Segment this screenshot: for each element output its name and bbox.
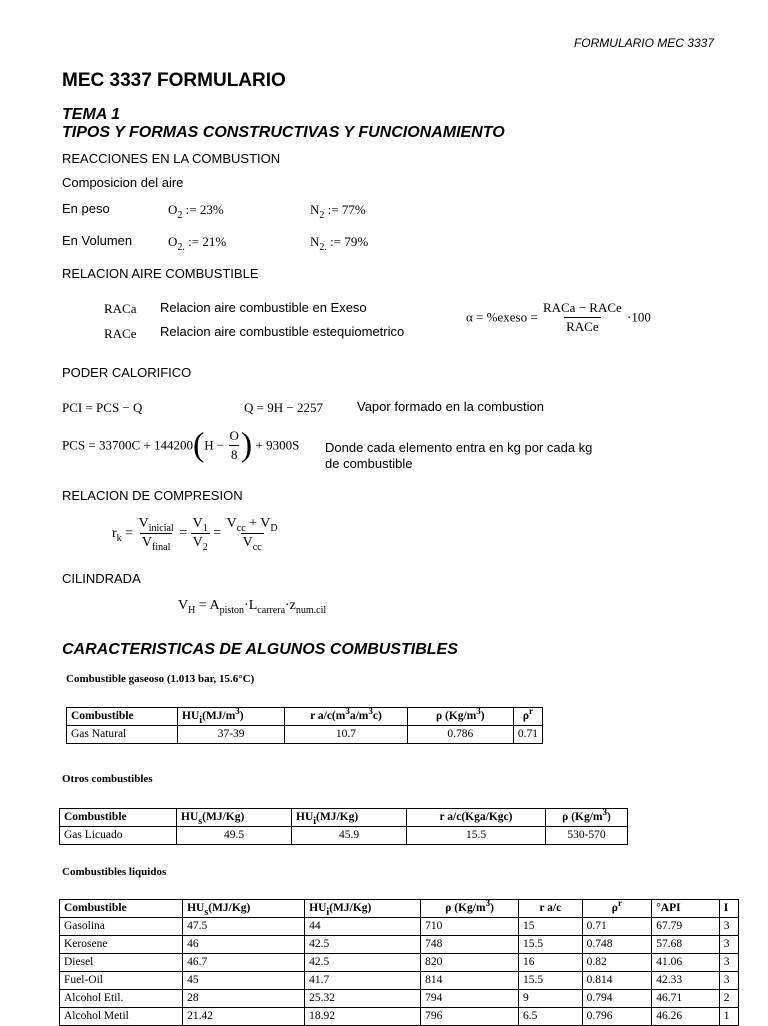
table-cell: 21.42 xyxy=(183,1008,305,1026)
table-header: HUs(MJ/Kg) xyxy=(183,900,305,918)
displacement-heading: CILINDRADA xyxy=(62,571,141,586)
table-cell: 37-39 xyxy=(178,726,285,744)
pcs-formula: PCS = 33700C + 144200(H − $\frac{O}{8}$ ) + 9300S xyxy=(62,426,300,464)
displacement-formula: $V_H = A_{piston}\cdot L_{carrera}\cdot z_{num.cil}$ xyxy=(178,598,327,616)
pcs-note-line-1: Donde cada elemento entra en kg por cada kg xyxy=(325,440,593,455)
table-cell: 15.5 xyxy=(407,827,546,845)
piston-sub: piston xyxy=(219,605,245,616)
excess-air-formula: α = %exeso = $\frac{\text{RACa − RACe}}{\text{RACe}}$ ·100 xyxy=(466,300,651,334)
table-cell: 18.92 xyxy=(305,1008,421,1026)
table-cell: 0.82 xyxy=(582,954,652,972)
o2-volume-value: 21% xyxy=(202,234,227,249)
table-cell: 46.26 xyxy=(652,1008,720,1026)
n2-volume-formula: $N_{2.}$ := 79% xyxy=(310,234,369,253)
table-header: $HUi(MJ/m^3)$ xyxy=(178,708,285,726)
table-cell: Alcohol Etil. xyxy=(60,990,183,1008)
table-header: I xyxy=(719,900,738,918)
liquid-fuels-table xyxy=(59,899,739,1026)
table-header: ρ $(Kg/m^3)$ xyxy=(421,900,519,918)
table-header: r a/c xyxy=(519,900,583,918)
table-cell: 15.5 xyxy=(519,936,583,954)
table-row xyxy=(60,827,628,845)
table-header: $\rho^r$ xyxy=(582,900,652,918)
table-cell: 47.5 xyxy=(183,918,305,936)
table-cell: 710 xyxy=(421,918,519,936)
tema-title: TIPOS Y FORMAS CONSTRUCTIVAS Y FUNCIONAMIENTO xyxy=(62,124,505,141)
table-cell: 25.32 xyxy=(305,990,421,1008)
table-header: Combustible xyxy=(60,900,183,918)
document-title: MEC 3337 FORMULARIO xyxy=(62,70,286,91)
table-row xyxy=(60,972,739,990)
table-cell: 44 xyxy=(305,918,421,936)
ratio-heading: RELACION AIRE COMBUSTIBLE xyxy=(62,266,259,281)
table-row xyxy=(60,936,739,954)
table-cell: 0.796 xyxy=(582,1008,652,1026)
table-row xyxy=(67,726,543,744)
other-fuels-table xyxy=(59,808,628,845)
excess-numerator: RACa − RACe xyxy=(542,300,622,315)
o2-volume-formula: $O_{2.}$ := 21% xyxy=(168,234,227,253)
n2-weight-formula: $N_2$ := 77% xyxy=(310,202,366,221)
table-cell: 3 xyxy=(719,972,738,990)
air-composition-label: Composicion del aire xyxy=(62,175,184,190)
table-cell: 3 xyxy=(719,918,738,936)
table-cell: 748 xyxy=(421,936,519,954)
v-final-sub: final xyxy=(152,542,171,553)
table-header: °API xyxy=(652,900,720,918)
table-cell: 530-570 xyxy=(546,827,628,845)
table-cell: 9 xyxy=(519,990,583,1008)
table-cell: Kerosene xyxy=(60,936,183,954)
table-cell: 28 xyxy=(183,990,305,1008)
table-cell: 3 xyxy=(719,936,738,954)
table-cell: 49.5 xyxy=(177,827,292,845)
carrera-sub: carrera xyxy=(257,605,286,616)
vcc-num-sub: cc xyxy=(236,523,246,534)
vh-sub: H xyxy=(188,605,196,616)
by-volume-label: En Volumen xyxy=(62,233,133,248)
table-cell: 16 xyxy=(519,954,583,972)
v2-sub: 2 xyxy=(202,542,208,553)
table-cell: 0.814 xyxy=(582,972,652,990)
combustion-heading: REACCIONES EN LA COMBUSTION xyxy=(62,151,281,166)
pci-formula: PCI = PCS − Q xyxy=(62,400,143,415)
q-note: Vapor formado en la combustion xyxy=(357,399,544,414)
table-row xyxy=(60,954,739,972)
gas-fuel-table xyxy=(66,707,543,744)
table-cell: 41.7 xyxy=(305,972,421,990)
table-header: HUi(MJ/Kg) xyxy=(292,809,407,827)
rk-symbol: r xyxy=(112,525,117,541)
table-row xyxy=(60,1008,739,1026)
tema-number: TEMA 1 xyxy=(62,106,121,123)
fuels-section-title: CARACTERISTICAS DE ALGUNOS COMBUSTIBLES xyxy=(62,641,458,658)
table-cell: 794 xyxy=(421,990,519,1008)
q-formula: Q = 9H − 2257 xyxy=(244,400,323,415)
race-description: Relacion aire combustible estequiometrico xyxy=(160,324,405,339)
table-header-row xyxy=(67,708,543,726)
table-cell: Alcohol Metil xyxy=(60,1008,183,1026)
table-cell: 45 xyxy=(183,972,305,990)
liquid-fuels-caption: Combustibles liquidos xyxy=(62,866,167,878)
table-header: HUi(MJ/Kg) xyxy=(305,900,421,918)
table-cell: Gasolina xyxy=(60,918,183,936)
table-cell: 46.71 xyxy=(652,990,720,1008)
table-cell: 0.786 xyxy=(407,726,513,744)
compression-heading: RELACION DE COMPRESION xyxy=(62,488,243,503)
excess-denominator: RACe xyxy=(566,319,599,334)
table-header-row xyxy=(60,900,739,918)
table-cell: 0.748 xyxy=(582,936,652,954)
table-header: HUs(MJ/Kg) xyxy=(177,809,292,827)
table-header: r $a/c(m^3a/m^3c)$ xyxy=(285,708,408,726)
table-cell: 820 xyxy=(421,954,519,972)
table-cell: Diesel xyxy=(60,954,183,972)
table-cell: 46.7 xyxy=(183,954,305,972)
table-cell: 45.9 xyxy=(292,827,407,845)
table-cell: Gas Natural xyxy=(67,726,178,744)
running-header: FORMULARIO MEC 3337 xyxy=(573,36,714,50)
table-cell: 46 xyxy=(183,936,305,954)
excess-label: %exeso xyxy=(486,309,528,325)
table-cell: 41.06 xyxy=(652,954,720,972)
table-header: ρ $(Kg/m^3)$ xyxy=(407,708,513,726)
table-cell: 15 xyxy=(519,918,583,936)
gas-fuel-caption: Combustible gaseoso (1.013 bar, 15.6°C) xyxy=(66,673,255,685)
table-cell: 1 xyxy=(719,1008,738,1026)
n2-weight-value: 77% xyxy=(341,202,366,217)
table-header-row xyxy=(60,809,628,827)
liquid-fuels-body xyxy=(60,918,739,1026)
table-cell: Gas Licuado xyxy=(60,827,177,845)
table-cell: 42.33 xyxy=(652,972,720,990)
table-header: Combustible xyxy=(60,809,177,827)
liquid-fuels-table-viewport xyxy=(59,898,730,1024)
table-cell: 814 xyxy=(421,972,519,990)
table-header: $\rho^r$ xyxy=(513,708,542,726)
table-cell: 3 xyxy=(719,954,738,972)
pcs-prefix: PCS = 33700C + 144200 xyxy=(62,437,193,453)
compression-formula: $r_k$ = $\frac{V_{inicial}}{V_{final}}$ = $\frac{V_1}{V_2}$ = $\frac{V_{cc} + V_D}{V_{cc}}$ xyxy=(112,516,278,553)
calorific-heading: PODER CALORIFICO xyxy=(62,365,192,380)
table-cell: 0.71 xyxy=(582,918,652,936)
pcs-note-line-2: de combustible xyxy=(325,456,413,471)
table-row xyxy=(60,918,739,936)
n2-volume-value: 79% xyxy=(344,234,369,249)
raca-description: Relacion aire combustible en Exeso xyxy=(160,300,367,315)
table-cell: 6.5 xyxy=(519,1008,583,1026)
o2-weight-value: 23% xyxy=(199,202,224,217)
table-cell: 42.5 xyxy=(305,936,421,954)
table-cell: 0.794 xyxy=(582,990,652,1008)
excess-factor: 100 xyxy=(631,309,651,325)
table-cell: 15.5 xyxy=(519,972,583,990)
table-cell: 42.5 xyxy=(305,954,421,972)
v-inicial-sub: inicial xyxy=(148,523,174,534)
table-cell: 57.68 xyxy=(652,936,720,954)
table-header: r a/c(Kga/Kgc) xyxy=(407,809,546,827)
pcs-suffix: + 9300S xyxy=(255,437,300,453)
table-cell: Fuel-Oil xyxy=(60,972,183,990)
raca-symbol: RACa xyxy=(104,301,137,316)
table-cell: 0.71 xyxy=(513,726,542,744)
v1-sub: 1 xyxy=(202,523,208,534)
vd-sub: D xyxy=(270,523,278,534)
race-symbol: RACe xyxy=(104,326,137,341)
table-header: ρ $(Kg/m^3)$ xyxy=(546,809,628,827)
table-cell: 796 xyxy=(421,1008,519,1026)
num-cil-sub: num.cil xyxy=(295,605,327,616)
o2-weight-formula: $O_2$ := 23% xyxy=(168,202,224,221)
table-cell: 2 xyxy=(719,990,738,1008)
other-fuels-caption: Otros combustibles xyxy=(62,773,153,785)
table-cell: 10.7 xyxy=(285,726,408,744)
rk-subscript: k xyxy=(116,532,122,544)
table-row xyxy=(60,990,739,1008)
by-weight-label: En peso xyxy=(62,201,110,216)
vcc-den-sub: cc xyxy=(252,542,262,553)
table-header: Combustible xyxy=(67,708,178,726)
table-cell: 67.79 xyxy=(652,918,720,936)
